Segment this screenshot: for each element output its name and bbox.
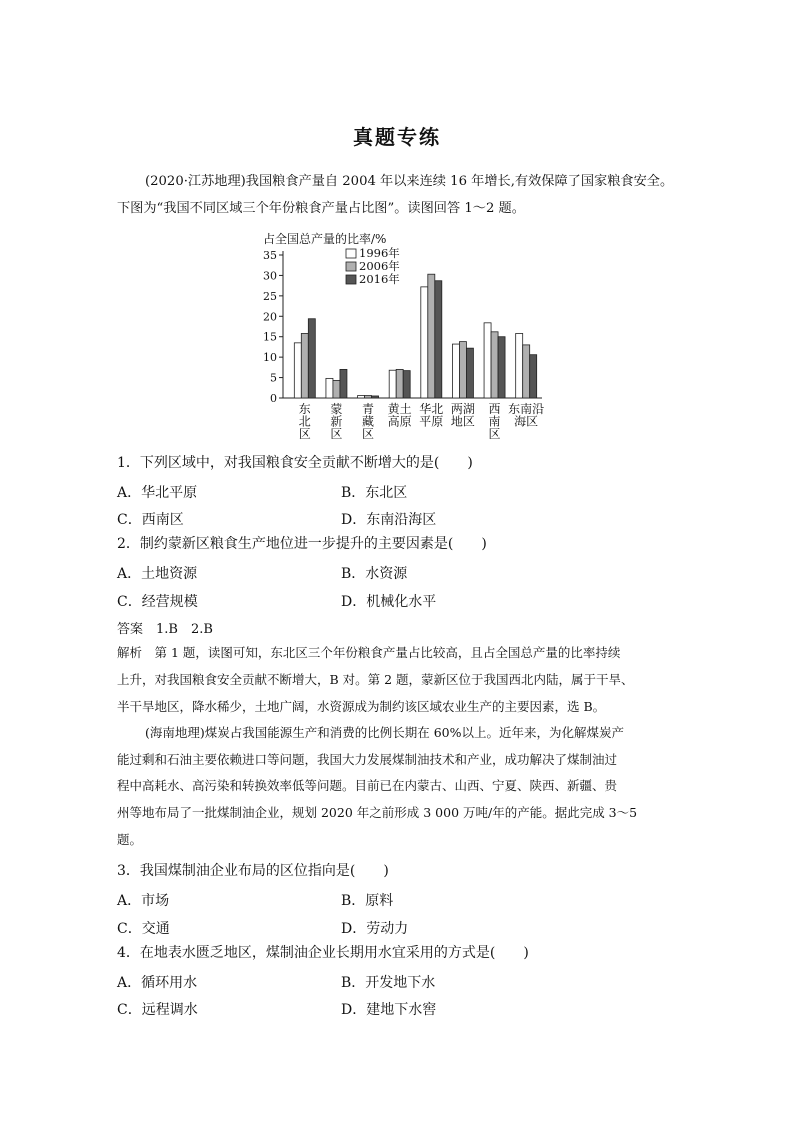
x-tick-label: 区	[330, 427, 343, 441]
bar	[530, 355, 537, 398]
y-tick-label: 20	[263, 310, 277, 324]
grain-share-bar-chart	[250, 226, 550, 446]
legend-swatch	[346, 249, 356, 258]
answer-line: 答案 1.B 2.B	[117, 622, 213, 637]
bar	[365, 396, 372, 398]
legend-label: 1996年	[359, 246, 400, 260]
x-tick-label: 两湖	[450, 402, 475, 416]
x-tick-label: 蒙	[330, 402, 343, 416]
x-tick-label: 平原	[419, 414, 444, 429]
question-4-option-b[interactable]: B．开发地下水	[341, 975, 436, 991]
question-2-stem: 2．制约蒙新区粮食生产地位进一步提升的主要因素是( )	[117, 536, 487, 552]
y-tick-label: 10	[263, 351, 277, 365]
analysis-line-2: 上升，对我国粮食安全贡献不断增大，B 对。第 2 题，蒙新区位于我国西北内陆，属于干旱、	[117, 672, 634, 687]
bar	[308, 319, 315, 398]
bar	[389, 370, 396, 398]
chart-y-axis-label: 占全国总产量的比率/%	[263, 232, 387, 246]
bar	[340, 369, 347, 398]
analysis-line-1: 解析 第 1 题，读图可知，东北区三个年份粮食产量占比较高，且占全国总产量的比率持续	[117, 645, 621, 660]
question-1-option-b[interactable]: B．东北区	[341, 485, 408, 501]
x-tick-label: 新	[330, 414, 343, 429]
x-tick-label: 西	[488, 402, 501, 416]
x-tick-label: 黄土	[387, 402, 412, 416]
bar	[396, 369, 403, 398]
question-3-option-a[interactable]: A．市场	[117, 893, 170, 909]
question-1-stem: 1．下列区域中，对我国粮食安全贡献不断增大的是( )	[117, 455, 473, 471]
bar	[372, 396, 379, 398]
bar	[301, 333, 308, 398]
bar	[326, 378, 333, 398]
bar	[466, 348, 473, 398]
x-tick-label: 华北	[419, 402, 444, 416]
page-title: 真题专练	[353, 125, 441, 149]
legend-swatch	[346, 262, 356, 271]
question-2-option-c[interactable]: C．经营规模	[117, 594, 198, 610]
bar	[428, 274, 435, 398]
x-tick-label: 海区	[514, 414, 539, 429]
x-tick-label: 南	[488, 414, 501, 429]
legend-label: 2006年	[359, 259, 400, 273]
bar	[403, 371, 410, 398]
y-tick-label: 0	[270, 392, 277, 405]
analysis-line-3: 半干旱地区，降水稀少，土地广阔，水资源成为制约该区域农业生产的主要因素，选 B。	[117, 699, 606, 714]
bar	[358, 396, 365, 398]
bar	[459, 342, 466, 398]
y-tick-label: 25	[263, 289, 277, 303]
bar	[452, 344, 459, 398]
intro-2-line-4: 州等地布局了一批煤制油企业，规划 2020 年之前形成 3 000 万吨/年的产能。据此完成 3～5	[117, 805, 638, 820]
x-tick-label: 东南沿	[508, 402, 545, 416]
bar	[491, 332, 498, 398]
x-tick-label: 高原	[387, 414, 412, 429]
question-1-option-d[interactable]: D．东南沿海区	[341, 512, 437, 528]
bar	[333, 380, 340, 398]
x-tick-label: 区	[298, 427, 311, 441]
question-2-option-b[interactable]: B．水资源	[341, 566, 408, 582]
intro-1-line-1: (2020·江苏地理)我国粮食产量自 2004 年以来连续 16 年增长,有效保障了国家粮食安全。	[145, 174, 674, 189]
y-tick-label: 5	[270, 371, 277, 385]
question-2-option-a[interactable]: A．土地资源	[117, 566, 198, 582]
question-4-option-a[interactable]: A．循环用水	[117, 975, 198, 991]
chart-legend	[346, 246, 400, 286]
intro-2-line-1: (海南地理)煤炭占我国能源生产和消费的比例长期在 60%以上。近年来，为化解煤炭产	[145, 725, 625, 740]
question-4-stem: 4．在地表水匮乏地区，煤制油企业长期用水宜采用的方式是( )	[117, 945, 529, 961]
x-tick-label: 藏	[362, 414, 375, 429]
bar	[516, 333, 523, 398]
legend-swatch	[346, 275, 356, 284]
bar	[294, 343, 301, 398]
chart-x-labels	[299, 401, 544, 441]
x-tick-label: 东	[298, 402, 311, 416]
question-3-option-c[interactable]: C．交通	[117, 921, 170, 937]
bar	[421, 287, 428, 398]
question-3-option-d[interactable]: D．劳动力	[341, 921, 409, 937]
bar	[523, 345, 530, 398]
x-tick-label: 区	[362, 427, 375, 441]
question-3-option-b[interactable]: B．原料	[341, 893, 394, 909]
legend-label: 2016年	[359, 272, 400, 286]
y-tick-label: 15	[263, 330, 277, 344]
x-tick-label: 区	[488, 427, 501, 441]
intro-2-line-2: 能过剩和石油主要依赖进口等问题，我国大力发展煤制油技术和产业，成功解决了煤制油过	[117, 752, 618, 767]
question-2-option-d[interactable]: D．机械化水平	[341, 594, 437, 610]
bar	[498, 337, 505, 398]
question-1-option-a[interactable]: A．华北平原	[117, 485, 198, 501]
x-tick-label: 青	[362, 402, 375, 416]
y-tick-label: 35	[263, 249, 277, 262]
question-4-option-c[interactable]: C．远程调水	[117, 1002, 198, 1018]
intro-2-line-3: 程中高耗水、高污染和转换效率低等问题。目前已在内蒙古、山西、宁夏、陕西、新疆、贵	[117, 778, 618, 793]
intro-1-line-2: 下图为“我国不同区域三个年份粮食产量占比图”。读图回答 1～2 题。	[117, 201, 525, 216]
intro-2-line-5: 题。	[117, 832, 143, 847]
question-3-stem: 3．我国煤制油企业布局的区位指向是( )	[117, 863, 389, 879]
y-tick-label: 30	[263, 269, 277, 283]
chart-y-ticks	[263, 249, 283, 405]
x-tick-label: 地区	[450, 414, 475, 429]
chart-bars	[294, 274, 536, 398]
bar	[435, 281, 442, 398]
bar	[484, 323, 491, 398]
x-tick-label: 北	[298, 414, 311, 429]
question-4-option-d[interactable]: D．建地下水窖	[341, 1002, 437, 1018]
question-1-option-c[interactable]: C．西南区	[117, 512, 184, 528]
